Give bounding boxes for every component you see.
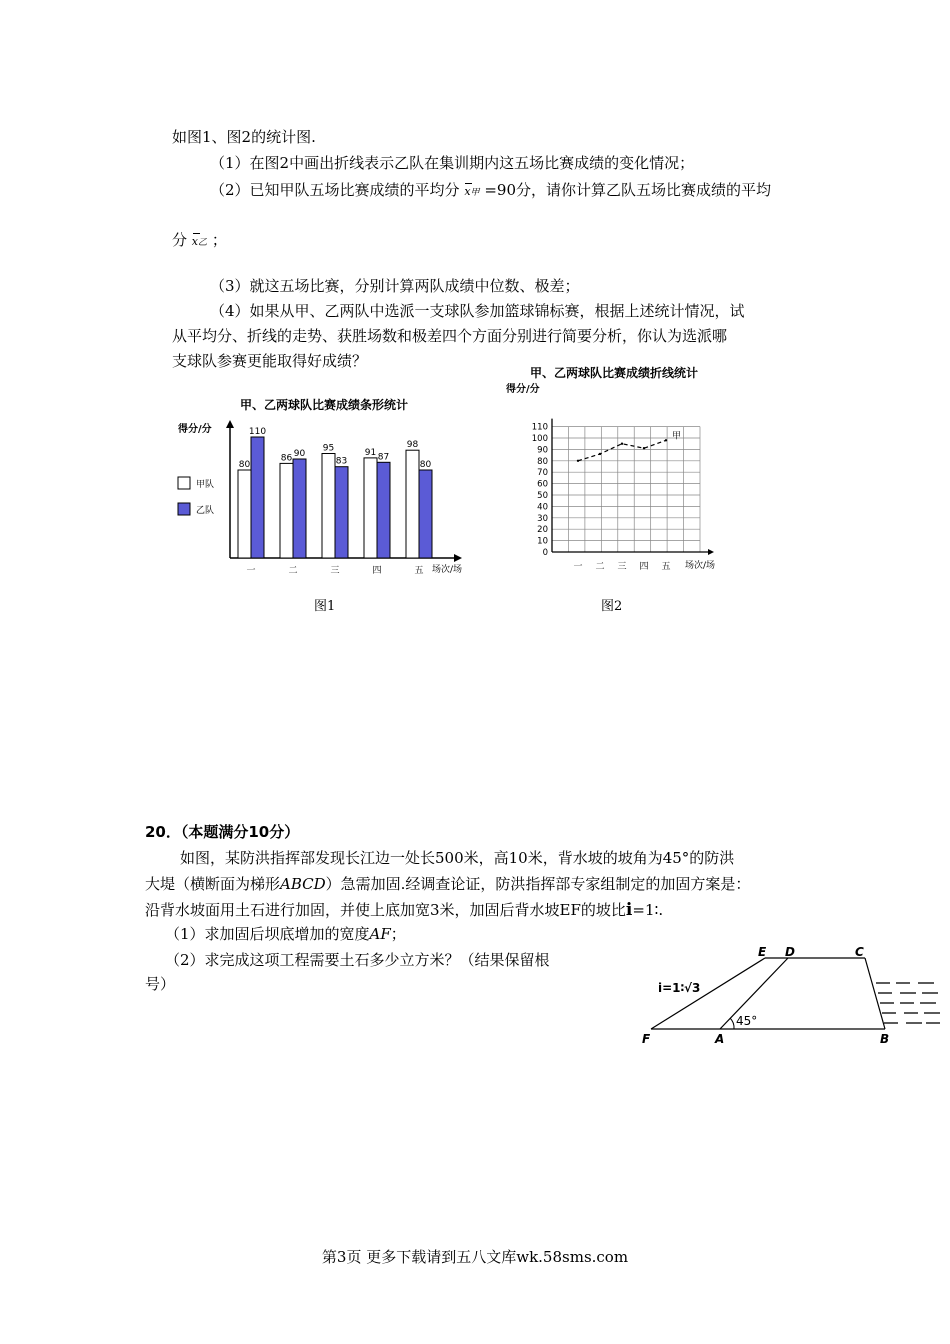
line-point-2 (599, 453, 601, 455)
line-point-3 (621, 443, 623, 445)
bar-chart (170, 410, 470, 610)
line-xlabel: 场次/场 (685, 561, 716, 571)
q20-line3: 沿背水坡面用土石进行加固，并使上底加宽3米，加固后背水坡EF的坡比i=1∶. (145, 900, 664, 920)
bar-label-jia-3: 95 (322, 443, 335, 454)
ytick-110: 110 (531, 422, 548, 433)
mean-yi-symbol: x乙 (192, 232, 207, 253)
line-series-label-1: 甲 (672, 431, 682, 442)
dam-figure (638, 945, 948, 1055)
q20-sub2-cont: 号） (145, 975, 176, 993)
q20-line2: 大堤（横断面为梯形ABCD）急需加固.经调查论证，防洪指挥部专家组制定的加固方案是： (145, 875, 751, 893)
bar-yi-2 (293, 459, 306, 558)
q19-part2-cont: 分 x乙 ； (172, 230, 227, 253)
bar-xtick-2: 二 (288, 566, 298, 576)
fig2-caption: 图2 (601, 599, 623, 614)
bar-label-yi-4: 87 (377, 452, 390, 463)
legend-jia-label: 甲队 (196, 480, 215, 490)
q19-part4-line2: 从平均分、折线的走势、获胜场数和极差四个方面分别进行简要分析，你认为选派哪 (172, 327, 728, 345)
label-B: B (880, 1032, 890, 1046)
bar-ylabel: 得分/分 (178, 424, 212, 435)
line-xtick-4: 四 (639, 562, 649, 572)
bar-yi-4 (377, 462, 390, 558)
page-footer: 第3页 更多下载请到五八文库wk.58sms.com (321, 1248, 629, 1266)
ytick-100: 100 (531, 434, 548, 444)
bar-label-jia-4: 91 (364, 447, 377, 458)
ytick-60: 60 (537, 479, 548, 490)
slope-label: i=1∶√3 (658, 981, 701, 995)
bar-yi-5 (419, 470, 432, 558)
bar-xlabel: 场次/场 (432, 565, 463, 575)
q20-line1: 如图，某防洪指挥部发现长江边一处长500米，高10米，背水坡的坡角为45°的防洪 (180, 849, 735, 867)
bar-xtick-1: 一 (246, 566, 256, 576)
bar-jia-5 (406, 450, 419, 558)
q19-part4-line1: （4）如果从甲、乙两队中选派一支球队参加篮球锦标赛，根据上述统计情况，试 (210, 302, 745, 320)
ytick-0: 0 (542, 548, 548, 558)
legend-yi-swatch (178, 503, 190, 515)
line-chart-title: 甲、乙两球队比赛成绩折线统计 (530, 366, 699, 380)
legend-yi-label: 乙队 (196, 506, 215, 516)
bar-jia-1 (238, 470, 251, 558)
line-point-4 (643, 447, 645, 449)
angle-label: 45° (736, 1014, 758, 1028)
fig1-caption: 图1 (314, 599, 336, 614)
mean-jia-symbol: x甲 (464, 182, 479, 203)
ytick-70: 70 (537, 468, 548, 479)
line-xtick-3: 三 (617, 562, 627, 572)
ytick-50: 50 (537, 491, 548, 501)
bar-label-yi-5: 80 (419, 460, 432, 470)
line-chart (500, 380, 730, 580)
ytick-10: 10 (537, 536, 548, 547)
bar-label-jia-1: 80 (238, 460, 251, 470)
ytick-80: 80 (537, 456, 548, 467)
line-xtick-2: 二 (595, 562, 605, 572)
q20-header: 20．（本题满分10分） (145, 823, 300, 841)
bar-yi-3 (335, 467, 348, 558)
ytick-40: 40 (537, 502, 548, 513)
bar-xtick-3: 三 (330, 566, 340, 576)
bar-label-yi-1: 110 (248, 427, 267, 437)
q20-sub2: （2）求完成这项工程需要土石多少立方米？（结果保留根 (165, 951, 550, 969)
q19-part3: （3）就这五场比赛，分别计算两队成绩中位数、极差； (210, 277, 580, 295)
q19-intro: 如图1、图2的统计图. (172, 128, 316, 146)
bar-jia-2 (280, 463, 293, 558)
ytick-30: 30 (537, 513, 548, 524)
line-point-1 (577, 460, 579, 462)
line-xtick-5: 五 (661, 562, 671, 572)
bar-label-jia-2: 86 (280, 453, 293, 464)
line-point-5 (665, 439, 667, 441)
q20-sub1: （1）求加固后坝底增加的宽度AF； (165, 925, 406, 943)
label-D: D (785, 945, 795, 959)
q19-part2: （2）已知甲队五场比赛成绩的平均分 x甲 =90分，请你计算乙队五场比赛成绩的平均 (210, 180, 771, 203)
line-xtick-1: 一 (573, 562, 583, 572)
bar-label-yi-3: 83 (335, 456, 348, 467)
q19-part4-line3: 支球队参赛更能取得好成绩？ (172, 352, 368, 370)
ytick-20: 20 (537, 525, 548, 536)
label-A: A (715, 1032, 725, 1046)
label-F: F (642, 1032, 651, 1046)
bar-chart-title: 甲、乙两球队比赛成绩条形统计 (240, 398, 409, 412)
q19-part1: （1）在图2中画出折线表示乙队在集训期内这五场比赛成绩的变化情况； (210, 154, 695, 172)
bar-jia-4 (364, 458, 377, 558)
bar-xtick-5: 五 (414, 566, 424, 576)
label-C: C (855, 945, 864, 959)
line-ylabel: 得分/分 (506, 384, 540, 395)
bar-yi-1 (251, 437, 264, 558)
bar-jia-3 (322, 454, 335, 559)
bar-label-yi-2: 90 (293, 449, 306, 459)
ytick-90: 90 (537, 445, 548, 456)
bar-xtick-4: 四 (372, 566, 382, 576)
line-xaxis-arrow (708, 549, 714, 555)
label-E: E (758, 945, 767, 959)
bar-label-jia-5: 98 (406, 440, 419, 451)
legend-jia-swatch (178, 477, 190, 489)
